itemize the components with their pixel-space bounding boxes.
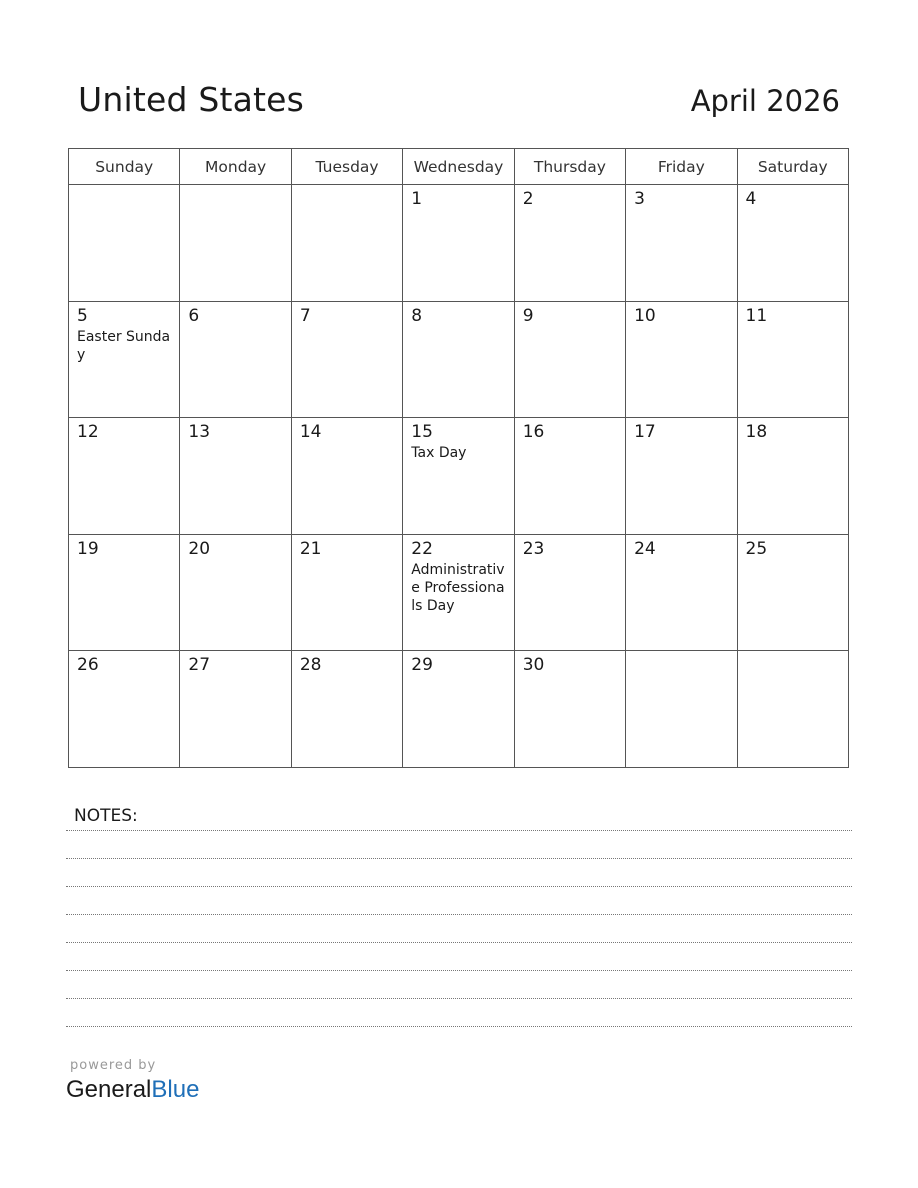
day-number: 13 xyxy=(188,422,211,443)
day-number: 28 xyxy=(299,655,322,676)
calendar-day-cell[interactable] xyxy=(403,418,514,535)
calendar-day-cell[interactable] xyxy=(403,301,514,418)
page-title: United States xyxy=(78,80,305,119)
day-number: 15 xyxy=(411,422,433,443)
brand-general: General xyxy=(66,1076,152,1103)
calendar-day-cell[interactable] xyxy=(737,534,848,651)
weekday-tuesday: Tuesday xyxy=(291,149,402,185)
month-year: April 2026 xyxy=(690,84,840,118)
calendar-day-cell[interactable] xyxy=(737,418,848,535)
day-number: 7 xyxy=(299,305,311,326)
calendar-day-cell[interactable] xyxy=(626,301,737,418)
day-number: 12 xyxy=(77,422,99,443)
day-number: 11 xyxy=(745,305,768,326)
brand-blue: Blue xyxy=(151,1076,200,1103)
note-line xyxy=(66,970,852,971)
holiday-label: Tax Day xyxy=(411,445,467,462)
calendar-day-cell[interactable] xyxy=(180,185,291,302)
calendar-day-cell[interactable] xyxy=(180,651,291,768)
day-number: 6 xyxy=(188,305,200,326)
calendar-week-row xyxy=(69,418,849,535)
calendar-day-cell[interactable] xyxy=(180,301,291,418)
holiday-label: Administrative Professionals Day xyxy=(411,561,505,614)
day-number: 25 xyxy=(745,538,768,559)
calendar-day-cell[interactable] xyxy=(291,301,402,418)
weekday-saturday: Saturday xyxy=(737,149,848,185)
calendar-day-cell[interactable] xyxy=(403,534,514,651)
calendar-week-row xyxy=(69,301,849,418)
note-line xyxy=(66,830,852,831)
calendar-day-cell[interactable] xyxy=(69,418,180,535)
calendar-day-cell[interactable] xyxy=(291,651,402,768)
calendar-day-cell[interactable] xyxy=(514,185,625,302)
calendar-day-cell[interactable] xyxy=(180,534,291,651)
day-number: 10 xyxy=(634,305,656,326)
calendar-day-cell[interactable] xyxy=(514,534,625,651)
calendar-day-cell[interactable] xyxy=(626,534,737,651)
weekday-sunday: Sunday xyxy=(69,149,180,185)
calendar-day-cell[interactable] xyxy=(514,301,625,418)
calendar-week-row xyxy=(69,534,849,651)
day-number: 14 xyxy=(299,422,322,443)
brand-logo[interactable] xyxy=(66,1076,199,1104)
day-number: 17 xyxy=(634,422,656,443)
calendar-day-cell[interactable] xyxy=(403,651,514,768)
calendar-day-cell[interactable] xyxy=(737,651,848,768)
calendar-day-cell[interactable] xyxy=(69,301,180,418)
calendar-day-cell[interactable] xyxy=(69,651,180,768)
day-number: 24 xyxy=(634,538,656,559)
weekday-monday: Monday xyxy=(180,149,291,185)
calendar-day-cell[interactable] xyxy=(291,185,402,302)
calendar-day-cell[interactable] xyxy=(737,301,848,418)
day-number: 26 xyxy=(77,655,99,676)
calendar-day-cell[interactable] xyxy=(514,418,625,535)
calendar-day-cell[interactable] xyxy=(291,534,402,651)
note-line xyxy=(66,886,852,887)
calendar-grid xyxy=(68,148,849,768)
weekday-wednesday: Wednesday xyxy=(403,149,514,185)
calendar-day-cell[interactable] xyxy=(514,651,625,768)
day-number: 2 xyxy=(522,189,534,209)
calendar-day-cell[interactable] xyxy=(737,185,848,302)
day-number: 20 xyxy=(188,538,211,559)
weekday-friday: Friday xyxy=(626,149,737,185)
notes-label: NOTES: xyxy=(74,806,138,826)
calendar-day-cell[interactable] xyxy=(626,418,737,535)
calendar-week-row xyxy=(69,185,849,302)
note-line xyxy=(66,1026,852,1027)
calendar-week-row xyxy=(69,651,849,768)
note-line xyxy=(66,998,852,999)
calendar-day-cell[interactable] xyxy=(626,651,737,768)
weekday-thursday: Thursday xyxy=(514,149,625,185)
calendar-body xyxy=(69,185,849,768)
calendar-day-cell[interactable] xyxy=(291,418,402,535)
day-number: 22 xyxy=(411,538,433,559)
day-number: 5 xyxy=(77,305,88,326)
day-number: 19 xyxy=(77,538,99,559)
calendar-day-cell[interactable] xyxy=(626,185,737,302)
day-number: 21 xyxy=(299,538,322,559)
day-number: 18 xyxy=(745,422,768,443)
day-number: 16 xyxy=(522,422,545,443)
calendar-day-cell[interactable] xyxy=(69,534,180,651)
note-line xyxy=(66,858,852,859)
note-line xyxy=(66,914,852,915)
day-number: 4 xyxy=(745,189,757,209)
powered-by-text: powered by xyxy=(70,1058,157,1073)
calendar-day-cell[interactable] xyxy=(403,185,514,302)
day-number: 3 xyxy=(634,189,645,209)
weekday-header-row xyxy=(69,149,849,185)
note-line xyxy=(66,942,852,943)
day-number: 23 xyxy=(522,538,545,559)
calendar-day-cell[interactable] xyxy=(69,185,180,302)
day-number: 29 xyxy=(411,655,433,676)
day-number: 1 xyxy=(411,189,423,209)
day-number: 27 xyxy=(188,655,211,676)
day-number: 9 xyxy=(522,305,534,326)
holiday-label: Easter Sunday xyxy=(77,328,171,363)
calendar-day-cell[interactable] xyxy=(180,418,291,535)
day-number: 30 xyxy=(522,655,545,676)
day-number: 8 xyxy=(411,305,423,326)
